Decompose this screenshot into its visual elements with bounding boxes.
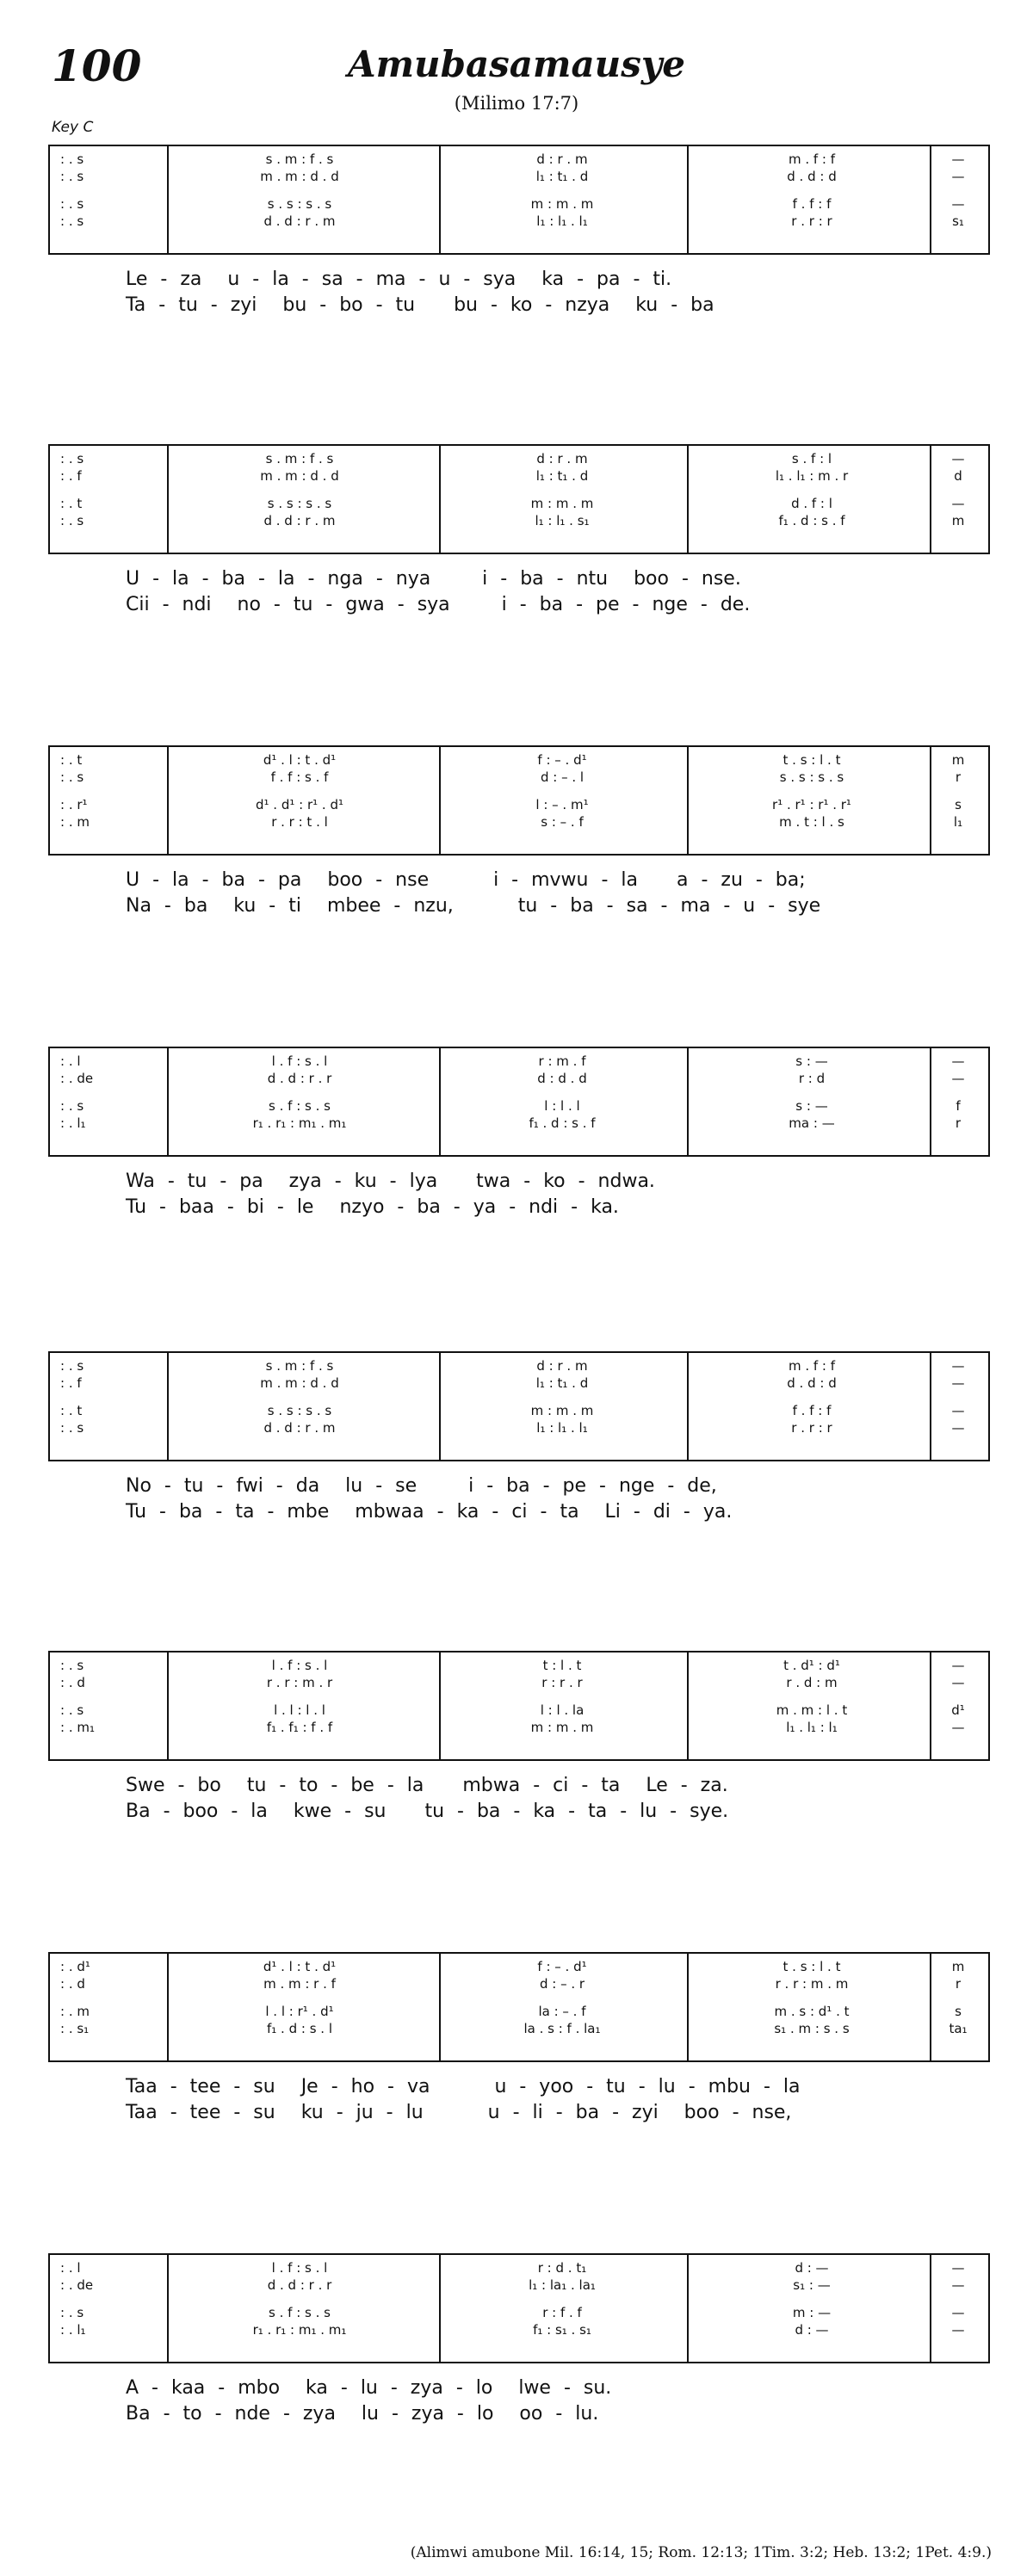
solfa-measure: m . m : r . f — [263, 1976, 336, 1992]
solfa-measure: — — [951, 496, 965, 511]
solfa-measure: r . r : m . m — [775, 1976, 849, 1992]
solfa-measure: r : f . f — [542, 2305, 582, 2320]
solfa-measure: m — [951, 752, 965, 768]
voice-part-row — [50, 1959, 988, 1976]
lyric-line: Cii - ndi no - tu - gwa - sya i - ba - pe - nge - de. — [126, 594, 751, 615]
solfa-measure: — — [951, 1358, 965, 1374]
solfa-measure: s : – . f — [541, 814, 584, 830]
voice-part-row — [50, 1675, 988, 1692]
voice-part-row — [50, 451, 988, 468]
voice-part-row — [50, 1358, 988, 1375]
solfa-measure: l₁ : t₁ . d — [535, 1375, 589, 1391]
solfa-measure: l₁ — [953, 814, 963, 830]
solfa-measure: : . s — [60, 151, 84, 167]
solfa-measure: : . de — [60, 1071, 94, 1086]
solfa-measure: : . s — [60, 1702, 84, 1718]
voice-part-row — [50, 1976, 988, 1993]
solfa-measure: s . s : s . s — [779, 769, 844, 785]
solfa-measure: d : — — [795, 2322, 829, 2338]
solfa-measure: — — [951, 1375, 965, 1391]
solfa-measure: : . s — [60, 513, 84, 528]
lyric-line: Tu - baa - bi - le nzyo - ba - ya - ndi - ka. — [126, 1196, 619, 1218]
solfa-measure: r : d . t₁ — [537, 2260, 587, 2276]
solfa-measure: l₁ . l₁ : m . r — [775, 468, 849, 484]
solfa-measure: r — [955, 1976, 962, 1992]
solfa-measure: s₁ . m : s . s — [774, 2021, 850, 2036]
solfa-measure: : . s — [60, 213, 84, 229]
solfa-measure: l . l : r¹ . d¹ — [265, 2004, 334, 2019]
solfa-measure: f — [956, 1098, 961, 1114]
tonic-solfa-staff — [48, 1651, 990, 1761]
tonic-solfa-staff — [48, 444, 990, 554]
key-label: Key C — [52, 119, 94, 136]
solfa-measure: m : m . m — [530, 1720, 594, 1735]
voice-part-row — [50, 2322, 988, 2339]
solfa-measure: d . d : r . m — [263, 1420, 336, 1436]
voice-part-row — [50, 1098, 988, 1115]
solfa-measure: l . f : s . l — [271, 1658, 328, 1673]
solfa-measure: ma : — — [789, 1115, 835, 1131]
solfa-measure: : . f — [60, 1375, 82, 1391]
hymn-subtitle: (Milimo 17:7) — [454, 93, 579, 114]
solfa-measure: — — [951, 196, 965, 212]
solfa-measure: f₁ . d : s . f — [529, 1115, 596, 1131]
solfa-measure: la . s : f . la₁ — [523, 2021, 601, 2036]
solfa-measure: — — [951, 169, 965, 184]
solfa-measure: d — [954, 468, 962, 484]
solfa-measure: l . f : s . l — [271, 2260, 328, 2276]
solfa-measure: m . m : d . d — [260, 1375, 339, 1391]
lyric-line: Ba - boo - la kwe - su tu - ba - ka - ta - lu - sye. — [126, 1801, 729, 1822]
solfa-measure: l₁ : t₁ . d — [535, 468, 589, 484]
tonic-solfa-staff — [48, 1351, 990, 1461]
voice-part-row — [50, 797, 988, 814]
voice-part-row — [50, 196, 988, 213]
solfa-measure: d . d : d — [787, 169, 837, 184]
solfa-measure: — — [951, 451, 965, 466]
solfa-measure: s . s : s . s — [267, 1403, 332, 1418]
solfa-measure: l₁ : l₁ . l₁ — [536, 1420, 588, 1436]
solfa-measure: d¹ . l : t . d¹ — [263, 752, 337, 768]
lyric-line: Ba - to - nde - zya lu - zya - lo oo - lu. — [126, 2403, 599, 2425]
solfa-measure: — — [951, 2277, 965, 2293]
voice-part-row — [50, 1375, 988, 1393]
solfa-measure: : . d — [60, 1675, 85, 1690]
solfa-measure: l₁ . l₁ : l₁ — [786, 1720, 838, 1735]
solfa-measure: f : – . d¹ — [537, 1959, 587, 1974]
solfa-measure: d : r . m — [536, 1358, 588, 1374]
solfa-measure: r : m . f — [538, 1053, 586, 1069]
solfa-measure: s . m : f . s — [265, 151, 334, 167]
solfa-measure: r . r : r — [791, 1420, 832, 1436]
lyric-line: U - la - ba - la - nga - nya i - ba - ntu boo - nse. — [126, 568, 741, 590]
solfa-measure: r¹ . r¹ : r¹ . r¹ — [772, 797, 851, 812]
solfa-measure: : . de — [60, 2277, 94, 2293]
voice-part-row — [50, 213, 988, 231]
solfa-measure: m — [951, 513, 965, 528]
voice-part-row — [50, 468, 988, 485]
solfa-measure: : . l₁ — [60, 2322, 86, 2338]
solfa-measure: s . s : s . s — [267, 196, 332, 212]
solfa-measure: l : l . la — [540, 1702, 585, 1718]
voice-part-row — [50, 2277, 988, 2295]
tonic-solfa-staff — [48, 1952, 990, 2062]
lyric-line: Le - za u - la - sa - ma - u - sya ka - pa - ti. — [126, 269, 672, 290]
voice-part-row — [50, 1658, 988, 1675]
voice-part-row — [50, 1702, 988, 1720]
solfa-measure: s . s : s . s — [267, 496, 332, 511]
tonic-solfa-staff — [48, 2253, 990, 2363]
solfa-measure: t . s : l . t — [782, 1959, 841, 1974]
lyric-line: Wa - tu - pa zya - ku - lya twa - ko - ndwa. — [126, 1171, 655, 1192]
solfa-measure: s₁ : — — [793, 2277, 831, 2293]
solfa-measure: : . l₁ — [60, 1115, 86, 1131]
solfa-measure: r . r : r — [791, 213, 832, 229]
solfa-measure: — — [951, 1720, 965, 1735]
lyric-line: Na - ba ku - ti mbee - nzu, tu - ba - sa - ma - u - sye — [126, 895, 821, 917]
voice-part-row — [50, 513, 988, 530]
solfa-measure: r . r : m . r — [266, 1675, 333, 1690]
tonic-solfa-staff — [48, 145, 990, 255]
voice-part-row — [50, 2260, 988, 2277]
solfa-measure: : . m₁ — [60, 1720, 95, 1735]
solfa-measure: f . f : s . f — [270, 769, 329, 785]
solfa-measure: — — [951, 1053, 965, 1069]
solfa-measure: d : r . m — [536, 151, 588, 167]
tonic-solfa-staff — [48, 745, 990, 856]
solfa-measure: : . s — [60, 169, 84, 184]
solfa-measure: l : l . l — [544, 1098, 580, 1114]
solfa-measure: — — [951, 1675, 965, 1690]
solfa-measure: f . f : f — [792, 196, 832, 212]
solfa-measure: d . d : r . m — [263, 513, 336, 528]
solfa-measure: : . s — [60, 1658, 84, 1673]
solfa-measure: — — [951, 1071, 965, 1086]
solfa-measure: r — [955, 769, 962, 785]
solfa-measure: f₁ . d : s . l — [267, 2021, 332, 2036]
solfa-measure: r . d : m — [786, 1675, 838, 1690]
solfa-measure: m . m : d . d — [260, 169, 339, 184]
solfa-measure: l₁ : l₁ . s₁ — [535, 513, 590, 528]
solfa-measure: s : — — [795, 1098, 828, 1114]
solfa-measure: : . d — [60, 1976, 85, 1992]
solfa-measure: : . l — [60, 2260, 81, 2276]
solfa-measure: m . m : d . d — [260, 468, 339, 484]
solfa-measure: : . l — [60, 1053, 81, 1069]
solfa-measure: s₁ — [952, 213, 964, 229]
solfa-measure: r₁ . r₁ : m₁ . m₁ — [252, 1115, 347, 1131]
solfa-measure: s . f : l — [791, 451, 832, 466]
solfa-measure: d . f : l — [791, 496, 832, 511]
solfa-measure: : . t — [60, 752, 83, 768]
solfa-measure: : . s — [60, 1358, 84, 1374]
solfa-measure: t : l . t — [542, 1658, 582, 1673]
solfa-measure: : . f — [60, 468, 82, 484]
solfa-measure: l . f : s . l — [271, 1053, 328, 1069]
solfa-measure: l₁ : t₁ . d — [535, 169, 589, 184]
solfa-measure: f . f : f — [792, 1403, 832, 1418]
lyric-line: U - la - ba - pa boo - nse i - mvwu - la a - zu - ba; — [126, 869, 806, 891]
solfa-measure: m . f : f — [788, 151, 836, 167]
solfa-measure: : . s — [60, 451, 84, 466]
voice-part-row — [50, 814, 988, 831]
solfa-measure: : . s — [60, 1420, 84, 1436]
hymn-title: Amubasamausye — [348, 43, 685, 85]
lyric-line: Tu - ba - ta - mbe mbwaa - ka - ci - ta Li - di - ya. — [126, 1501, 733, 1523]
solfa-measure: d : r . m — [536, 451, 588, 466]
solfa-measure: d . d : r . r — [267, 2277, 332, 2293]
solfa-measure: d¹ . l : t . d¹ — [263, 1959, 337, 1974]
voice-part-row — [50, 1420, 988, 1437]
solfa-measure: s . f : s . s — [269, 1098, 331, 1114]
solfa-measure: — — [951, 2260, 965, 2276]
solfa-measure: d . d : d — [787, 1375, 837, 1391]
solfa-measure: m : — — [792, 2305, 832, 2320]
lyric-line: Taa - tee - su Je - ho - va u - yoo - tu - lu - mbu - la — [126, 2076, 801, 2097]
lyric-line: A - kaa - mbo ka - lu - zya - lo lwe - su. — [126, 2377, 612, 2399]
solfa-measure: r . r : t . l — [271, 814, 328, 830]
voice-part-row — [50, 1720, 988, 1737]
voice-part-row — [50, 752, 988, 769]
voice-part-row — [50, 2004, 988, 2021]
solfa-measure: m — [951, 1959, 965, 1974]
solfa-measure: s — [955, 797, 962, 812]
solfa-measure: l₁ : la₁ . la₁ — [529, 2277, 596, 2293]
solfa-measure: — — [951, 2305, 965, 2320]
solfa-measure: m . s : d¹ . t — [774, 2004, 850, 2019]
solfa-measure: f₁ : s₁ . s₁ — [533, 2322, 591, 2338]
solfa-measure: r : r . r — [541, 1675, 583, 1690]
solfa-measure: r : d — [798, 1071, 826, 1086]
solfa-measure: : . s — [60, 2305, 84, 2320]
lyric-line: No - tu - fwi - da lu - se i - ba - pe - nge - de, — [126, 1475, 717, 1497]
solfa-measure: d . d : r . r — [267, 1071, 332, 1086]
solfa-measure: m : m . m — [530, 496, 594, 511]
voice-part-row — [50, 496, 988, 513]
solfa-measure: r₁ . r₁ : m₁ . m₁ — [252, 2322, 347, 2338]
solfa-measure: : . t — [60, 1403, 83, 1418]
solfa-measure: s — [955, 2004, 962, 2019]
solfa-measure: t . s : l . t — [782, 752, 841, 768]
solfa-measure: d : – . r — [539, 1976, 585, 1992]
solfa-measure: d¹ . d¹ : r¹ . d¹ — [256, 797, 343, 812]
voice-part-row — [50, 1115, 988, 1133]
solfa-measure: m : m . m — [530, 1403, 594, 1418]
voice-part-row — [50, 2305, 988, 2322]
solfa-measure: s . m : f . s — [265, 451, 334, 466]
solfa-measure: s . f : s . s — [269, 2305, 331, 2320]
voice-part-row — [50, 2021, 988, 2038]
solfa-measure: : . d¹ — [60, 1959, 90, 1974]
tonic-solfa-staff — [48, 1047, 990, 1157]
solfa-measure: l₁ : l₁ . l₁ — [536, 213, 588, 229]
solfa-measure: s . m : f . s — [265, 1358, 334, 1374]
solfa-measure: — — [951, 1420, 965, 1436]
solfa-measure: d¹ — [951, 1702, 965, 1718]
solfa-measure: — — [951, 151, 965, 167]
solfa-measure: ta₁ — [949, 2021, 968, 2036]
hymn-number: 100 — [52, 40, 142, 91]
solfa-measure: : . t — [60, 496, 83, 511]
voice-part-row — [50, 1071, 988, 1088]
lyric-line: Swe - bo tu - to - be - la mbwa - ci - ta Le - za. — [126, 1775, 728, 1796]
solfa-measure: d : – . l — [540, 769, 585, 785]
solfa-measure: : . s₁ — [60, 2021, 90, 2036]
solfa-measure: : . s — [60, 769, 84, 785]
voice-part-row — [50, 1053, 988, 1071]
solfa-measure: r — [955, 1115, 962, 1131]
solfa-measure: — — [951, 1658, 965, 1673]
solfa-measure: f : – . d¹ — [537, 752, 587, 768]
solfa-measure: : . m — [60, 2004, 90, 2019]
scripture-references: (Alimwi amubone Mil. 16:14, 15; Rom. 12:13; 1Tim. 3:2; Heb. 13:2; 1Pet. 4:9.) — [410, 2544, 992, 2561]
voice-part-row — [50, 1403, 988, 1420]
solfa-measure: : . s — [60, 1098, 84, 1114]
solfa-measure: : . m — [60, 814, 90, 830]
voice-part-row — [50, 769, 988, 787]
solfa-measure: m . m : l . t — [776, 1702, 848, 1718]
solfa-measure: m . t : l . s — [779, 814, 844, 830]
solfa-measure: : . r¹ — [60, 797, 88, 812]
lyric-line: Ta - tu - zyi bu - bo - tu bu - ko - nzya ku - ba — [126, 294, 714, 316]
solfa-measure: s : — — [795, 1053, 828, 1069]
solfa-measure: f₁ . d : s . f — [778, 513, 845, 528]
solfa-measure: l . l : l . l — [274, 1702, 325, 1718]
solfa-measure: — — [951, 2322, 965, 2338]
solfa-measure: l : – . m¹ — [535, 797, 589, 812]
voice-part-row — [50, 169, 988, 186]
solfa-measure: d . d : r . m — [263, 213, 336, 229]
solfa-measure: : . s — [60, 196, 84, 212]
solfa-measure: d : — — [795, 2260, 829, 2276]
solfa-measure: f₁ . f₁ : f . f — [266, 1720, 333, 1735]
solfa-measure: la : – . f — [538, 2004, 586, 2019]
solfa-measure: t . d¹ : d¹ — [783, 1658, 840, 1673]
solfa-measure: d : d . d — [537, 1071, 587, 1086]
solfa-measure: m . f : f — [788, 1358, 836, 1374]
lyric-line: Taa - tee - su ku - ju - lu u - li - ba - zyi boo - nse, — [126, 2102, 792, 2123]
solfa-measure: m : m . m — [530, 196, 594, 212]
voice-part-row — [50, 151, 988, 169]
solfa-measure: — — [951, 1403, 965, 1418]
